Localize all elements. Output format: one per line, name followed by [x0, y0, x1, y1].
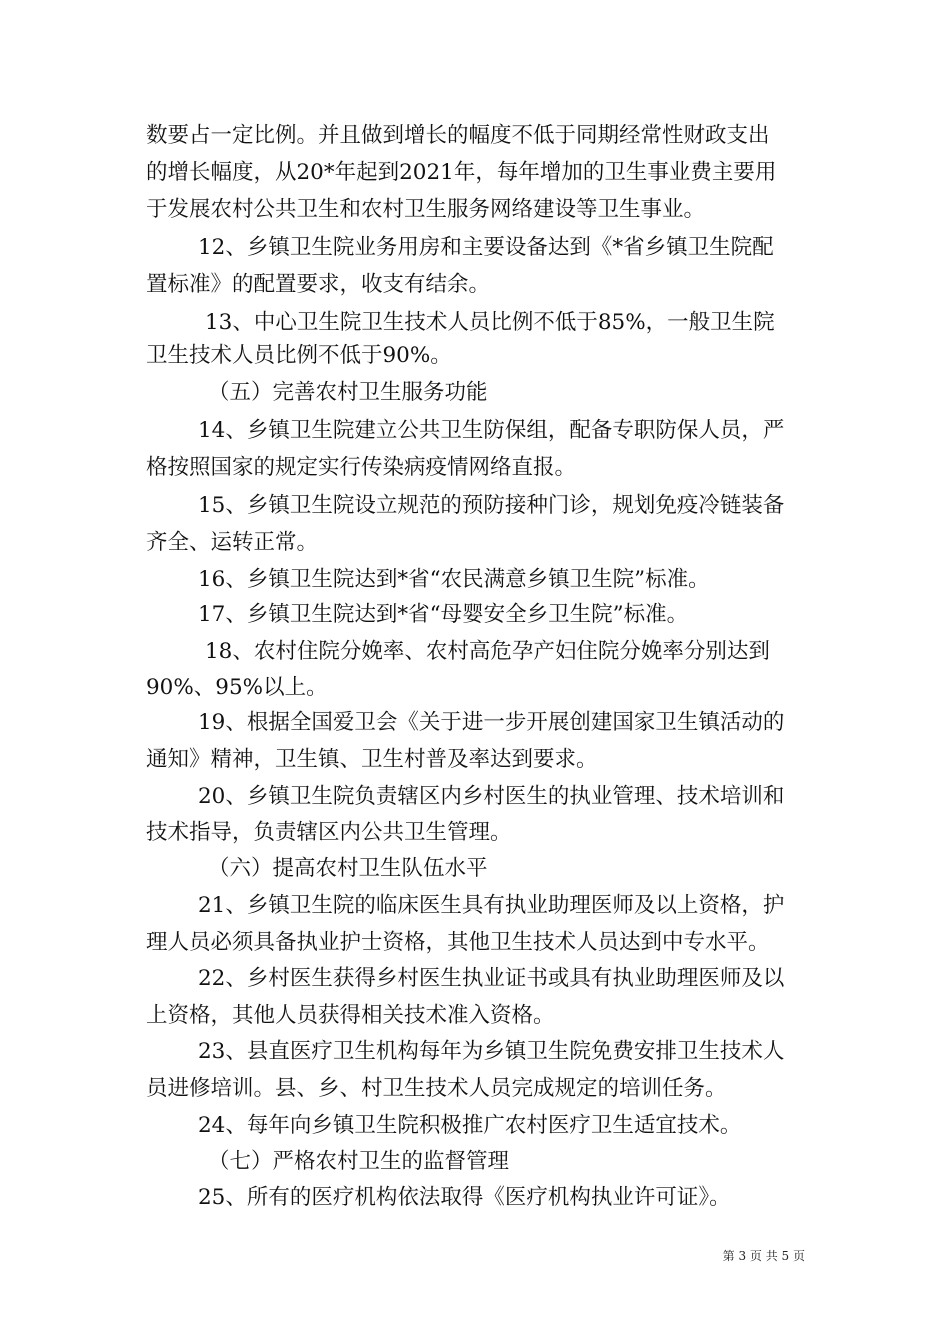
text-line-content: 员进修培训。县、乡、村卫生技术人员完成规定的培训任务。 [146, 1076, 727, 1101]
text-line-content: 17、乡镇卫生院达到*省“母婴安全乡卫生院”标准。 [198, 602, 689, 627]
text-line-content: 21、乡镇卫生院的临床医生具有执业助理医师及以上资格，护 [198, 893, 785, 918]
text-line-content: 12、乡镇卫生院业务用房和主要设备达到《*省乡镇卫生院配 [198, 235, 774, 260]
text-line-content: 于发展农村公共卫生和农村卫生服务网络建设等卫生事业。 [146, 197, 706, 222]
text-line-content: 20、乡镇卫生院负责辖区内乡村医生的执业管理、技术培训和 [198, 784, 785, 809]
text-line-content: 齐全、运转正常。 [146, 530, 319, 555]
section-heading-text: （六）提高农村卫生队伍水平 [208, 856, 488, 881]
text-line-content: 22、乡村医生获得乡村医生执业证书或具有执业助理医师及以 [198, 966, 785, 991]
text-line-content: 数要占一定比例。并且做到增长的幅度不低于同期经常性财政支出 [146, 123, 770, 148]
text-line-content: 技术指导，负责辖区内公共卫生管理。 [146, 820, 512, 845]
text-line-content: 置标准》的配置要求，收支有结余。 [146, 272, 491, 297]
text-line-content: 上资格，其他人员获得相关技术准入资格。 [146, 1003, 555, 1028]
text-line-content: 15、乡镇卫生院设立规范的预防接种门诊，规划免疫冷链装备 [198, 493, 785, 518]
text-line-content: 卫生技术人员比例不低于90%。 [146, 343, 452, 368]
text-line-content: 25、所有的医疗机构依法取得《医疗机构执业许可证》。 [198, 1185, 731, 1210]
text-line-content: 24、每年向乡镇卫生院积极推广农村医疗卫生适宜技术。 [198, 1113, 742, 1138]
text-line-content: 理人员必须具备执业护士资格，其他卫生技术人员达到中专水平。 [146, 930, 770, 955]
text-line-content: 通知》精神，卫生镇、卫生村普及率达到要求。 [146, 747, 598, 772]
text-line-content: 格按照国家的规定实行传染病疫情网络直报。 [146, 455, 577, 480]
text-line-content: 的增长幅度，从20*年起到2021年，每年增加的卫生事业费主要用 [146, 160, 777, 185]
text-line-content: 23、县直医疗卫生机构每年为乡镇卫生院免费安排卫生技术人 [198, 1039, 785, 1064]
section-heading-text: （七）严格农村卫生的监督管理 [208, 1149, 510, 1174]
text-line-content: 14、乡镇卫生院建立公共卫生防保组，配备专职防保人员，严 [198, 418, 785, 443]
text-line-content: 13、中心卫生院卫生技术人员比例不低于85%，一般卫生院 [205, 310, 775, 335]
text-line-content: 18、农村住院分娩率、农村高危孕产妇住院分娩率分别达到 [205, 639, 770, 664]
page-number: 第 3 页 共 5 页 [722, 1249, 805, 1263]
section-heading-text: （五）完善农村卫生服务功能 [208, 380, 488, 405]
text-line-content: 16、乡镇卫生院达到*省“农民满意乡镇卫生院”标准。 [198, 567, 710, 592]
text-line-content: 19、根据全国爱卫会《关于进一步开展创建国家卫生镇活动的 [198, 710, 785, 735]
text-line-content: 90%、95%以上。 [146, 675, 328, 700]
